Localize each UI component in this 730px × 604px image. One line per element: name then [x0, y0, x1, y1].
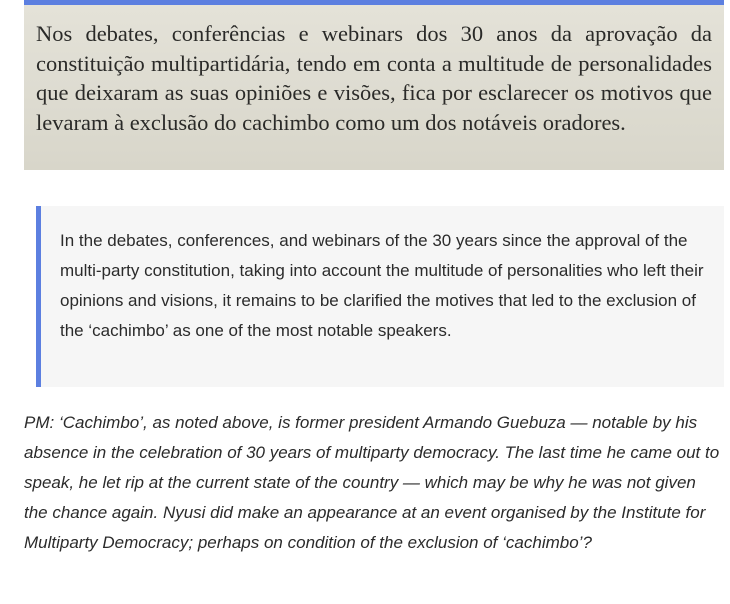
- editor-commentary: PM: ‘Cachimbo’, as noted above, is former president Armando Guebuza — notable by his absence in the celebration of 30 years of multiparty democracy. The last time he came out to speak, he let rip at the current state of the country — which may be why he was not given the chance again. Nyusi did make an appearance at an event organised by the Institute for Multiparty Democracy; perhaps on condition of the exclusion of ‘cachimbo’?: [24, 413, 720, 552]
- portuguese-excerpt-text: Nos debates, conferências e webinars dos 30 anos da aprovação da constituição multipartidária, tendo em conta a multitude de personalidades que deixaram as suas opiniões e visões, fica por esclarecer os motivos que levaram à exclusão do cachimbo como um dos notáveis oradores.: [36, 21, 712, 135]
- translation-blockquote: [36, 206, 724, 387]
- scanned-newspaper-excerpt: [24, 5, 724, 170]
- translation-text: In the debates, conferences, and webinars of the 30 years since the approval of the multi-party constitution, taking into account the multitude of personalities who left their opinions and visions, it remains to be clarified the motives that led to the exclusion of the ‘cachimbo’ as one of the most notable speakers.: [60, 231, 704, 340]
